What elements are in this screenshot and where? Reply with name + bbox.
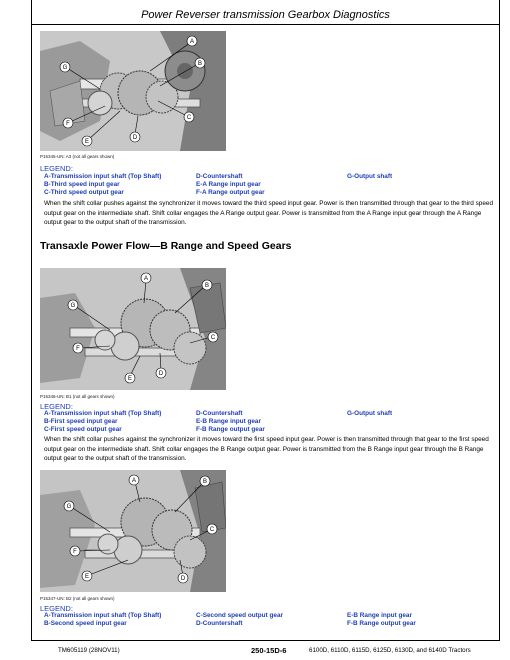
- callout-a: A: [131, 478, 137, 485]
- figure-3-caption: P15347-UN: B2 (not all gears shown): [40, 596, 115, 601]
- callout-f: F: [76, 346, 80, 353]
- legend-1-item-f: F-A Range output gear: [196, 189, 265, 196]
- section-title: Transaxle Power Flow—B Range and Speed Gears: [40, 240, 292, 252]
- legend-3-item-f: F-B Range output gear: [347, 620, 416, 627]
- legend-1-item-c: C-Third speed output gear: [44, 189, 124, 196]
- callout-a: A: [189, 39, 195, 46]
- callout-a: A: [143, 276, 149, 283]
- figure-2-caption: P15346-UN: B1 (not all gears shown): [40, 394, 115, 399]
- legend-2-item-g: G-Output shaft: [347, 410, 393, 417]
- callout-e: E: [127, 376, 133, 383]
- figure-1-description: When the shift collar pushes against the synchronizer it moves toward the third speed input gear. Power is then transmitted through that gear to the third speed output gear on the intermediate shaft. Shift collar engages the A Range output gear. Power is transmitted from the A Range input gear through the A Range output gear to the output shaft of the transmission.: [44, 200, 494, 227]
- callout-d: D: [132, 135, 138, 142]
- legend-2-item-f: F-B Range output gear: [196, 426, 265, 433]
- legend-3-item-c: C-Second speed output gear: [196, 612, 283, 619]
- figure-1-legend-title: LEGEND:: [40, 164, 73, 173]
- page-header-title: Power Reverser transmission Gearbox Diagnostics: [141, 9, 390, 21]
- callout-f: F: [73, 549, 77, 556]
- callout-c: C: [210, 335, 216, 342]
- legend-1-item-d: D-Countershaft: [196, 173, 243, 180]
- figure-2-description: When the shift collar pushes against the synchronizer it moves toward the first speed input gear. Power is then transmitted through that gear to the first speed output gear on the intermediate shaft. Shift collar engages the B Range output gear. Power is transmitted from the B Range input gear through the B Range output gear to the output shaft of the transmission.: [44, 436, 489, 463]
- callout-e: E: [84, 139, 90, 146]
- figure-2-gearbox-image: [40, 268, 226, 390]
- footer-model-list: 6100D, 6110D, 6115D, 6125D, 6130D, and 6140D Tractors: [309, 647, 471, 654]
- figure-1-caption: P15345-UN: A3 (not all gears shown): [40, 154, 115, 159]
- legend-1-item-e: E-A Range input gear: [196, 181, 261, 188]
- callout-c: C: [186, 115, 192, 122]
- callout-b: B: [202, 479, 208, 486]
- callout-b: B: [197, 61, 203, 68]
- figure-1-gearbox-image: [40, 31, 226, 151]
- legend-2-item-d: D-Countershaft: [196, 410, 243, 417]
- callout-b: B: [204, 283, 210, 290]
- callout-g: G: [62, 65, 68, 72]
- legend-1-item-b: B-Third speed input gear: [44, 181, 120, 188]
- legend-2-item-e: E-B Range input gear: [196, 418, 261, 425]
- figure-2-legend-title: LEGEND:: [40, 402, 73, 411]
- callout-d: D: [180, 576, 186, 583]
- callout-g: G: [70, 303, 76, 310]
- footer-document-id: TM605119 (28NOV11): [58, 647, 120, 654]
- legend-1-item-g: G-Output shaft: [347, 173, 393, 180]
- legend-3-item-d: D-Countershaft: [196, 620, 243, 627]
- legend-2-item-b: B-First speed input gear: [44, 418, 118, 425]
- legend-2-item-a: A-Transmission input shaft (Top Shaft): [44, 410, 162, 417]
- footer-divider: [31, 640, 500, 641]
- callout-e: E: [84, 574, 90, 581]
- callout-g: G: [66, 504, 72, 511]
- figure-3-legend-title: LEGEND:: [40, 604, 73, 613]
- figure-3-gearbox-image: [40, 470, 226, 592]
- legend-3-item-e: E-B Range input gear: [347, 612, 412, 619]
- page-border-left: [31, 0, 32, 640]
- header-divider: [31, 24, 500, 25]
- footer-page-number: 250-15D-6: [251, 646, 287, 655]
- legend-2-item-c: C-First speed output gear: [44, 426, 122, 433]
- legend-1-item-a: A-Transmission input shaft (Top Shaft): [44, 173, 162, 180]
- callout-d: D: [158, 371, 164, 378]
- page-border-right: [499, 0, 500, 640]
- legend-3-item-a: A-Transmission input shaft (Top Shaft): [44, 612, 162, 619]
- callout-f: F: [66, 121, 70, 128]
- callout-c: C: [209, 527, 215, 534]
- legend-3-item-b: B-Second speed input gear: [44, 620, 127, 627]
